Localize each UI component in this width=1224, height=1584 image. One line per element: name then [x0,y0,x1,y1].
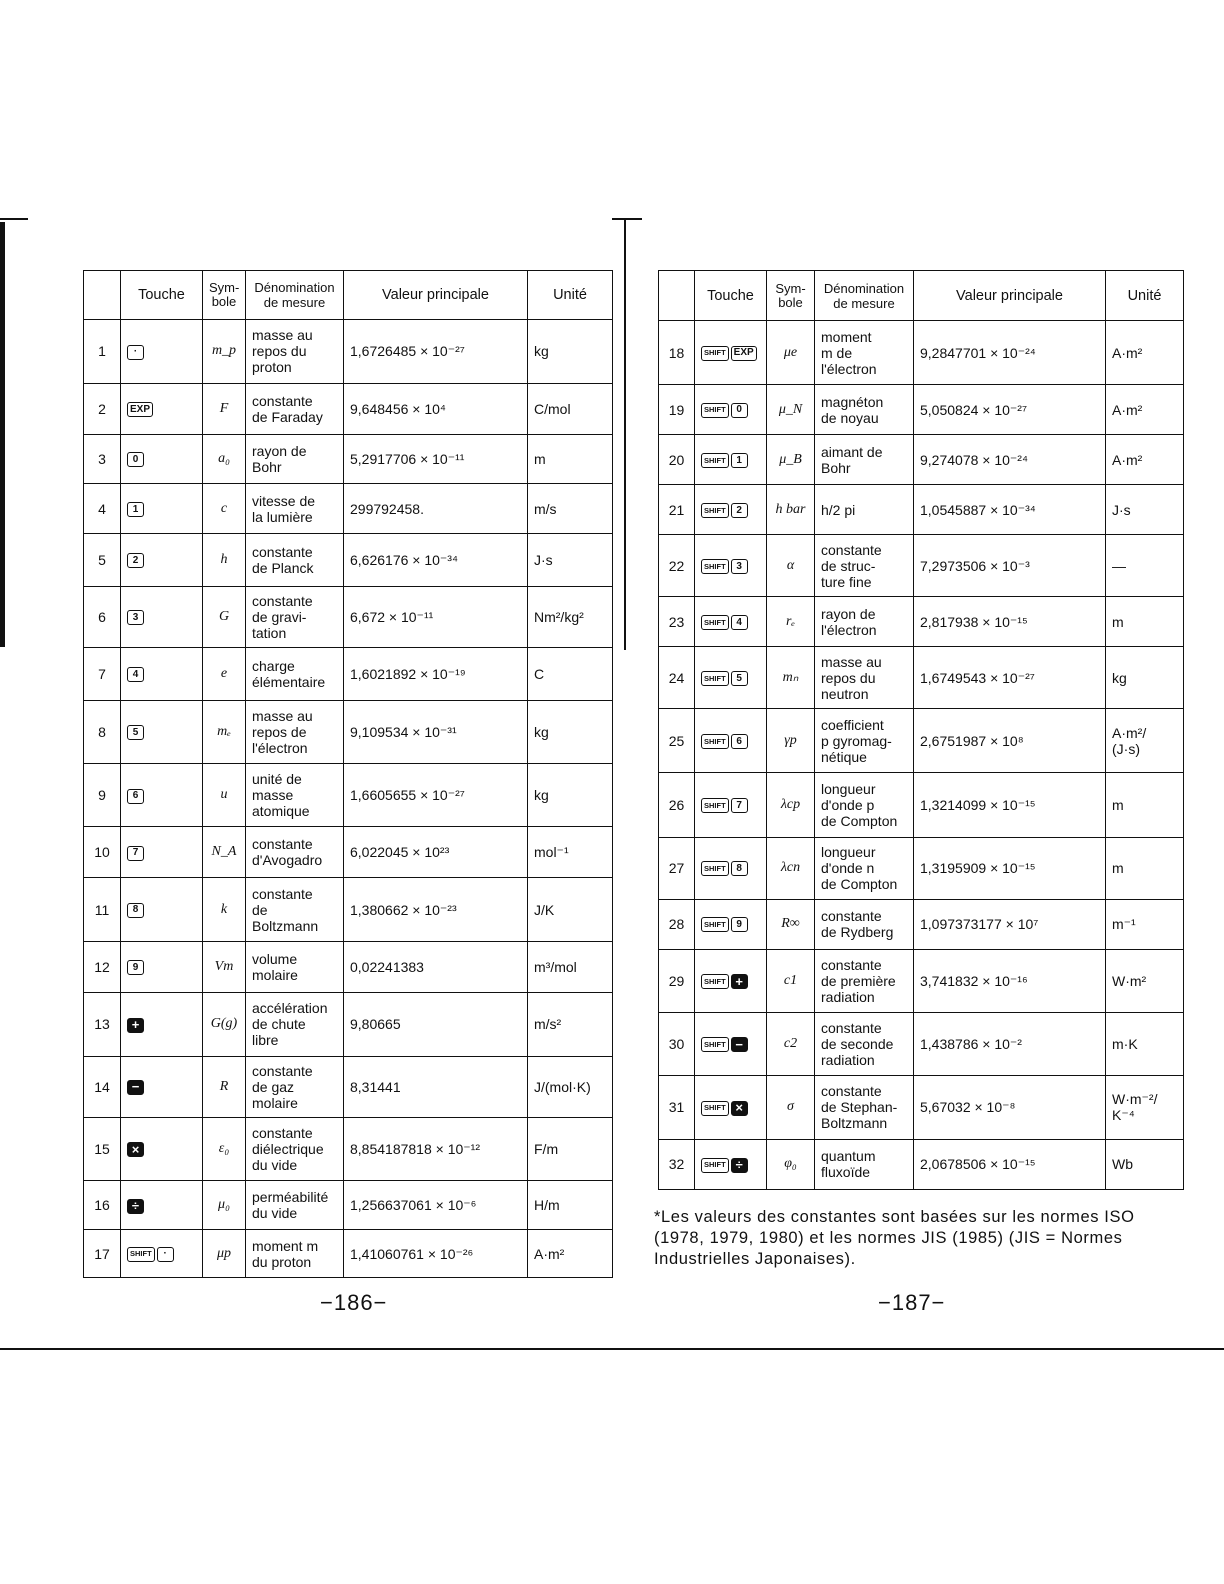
key-sequence [121,941,203,992]
principal-value: 1,3195909 × 10⁻¹⁵ [914,837,1106,899]
key-sequence [121,647,203,700]
denomination: constante de première radiation [815,949,914,1012]
header-valeur: Valeur principale [914,271,1106,321]
calculator-key-icon: 4 [731,615,748,630]
symbol: u [203,764,246,827]
key-sequence [121,992,203,1056]
principal-value: 9,80665 [344,992,528,1056]
denomination: aimant de Bohr [815,435,914,485]
row-number: 18 [659,321,695,385]
key-sequence [121,764,203,827]
unit: J·s [528,534,613,587]
unit: W·m² [1106,949,1184,1012]
principal-value: 8,31441 [344,1056,528,1117]
denomination: magnéton de noyau [815,385,914,435]
principal-value: 2,817938 × 10⁻¹⁵ [914,597,1106,647]
denomination: unité de masse atomique [246,764,344,827]
unit: W·m⁻²/ K⁻⁴ [1106,1075,1184,1139]
key-sequence [121,878,203,942]
principal-value: 1,6749543 × 10⁻²⁷ [914,647,1106,709]
principal-value: 1,6605655 × 10⁻²⁷ [344,764,528,827]
left-edge-rule [0,222,5,647]
shift-key-icon: SHIFT [701,1158,729,1173]
key-sequence [695,773,767,837]
table-row [659,321,1184,385]
table-row [84,320,613,384]
principal-value: 8,854187818 × 10⁻¹² [344,1117,528,1181]
table-row [659,899,1184,949]
unit: m [1106,773,1184,837]
header-number [659,271,695,321]
denomination: moment m du proton [246,1230,344,1278]
symbol: a₀ [203,434,246,484]
row-number: 9 [84,764,121,827]
symbol: m_p [203,320,246,384]
unit: m/s [528,484,613,534]
calculator-key-icon: + [127,1018,144,1033]
row-number: 2 [84,383,121,434]
principal-value: 5,050824 × 10⁻²⁷ [914,385,1106,435]
denomination: masse au repos du proton [246,320,344,384]
symbol: G [203,586,246,647]
calculator-key-icon: 4 [127,667,144,682]
key-sequence [695,899,767,949]
principal-value: 1,3214099 × 10⁻¹⁵ [914,773,1106,837]
key-sequence [695,949,767,1012]
shift-key-icon: SHIFT [127,1247,155,1262]
calculator-key-icon: × [731,1101,748,1116]
denomination: constante de Stephan- Boltzmann [815,1075,914,1139]
denomination: coefficient p gyromag- nétique [815,709,914,773]
unit: A·m² [1106,385,1184,435]
unit: J/K [528,878,613,942]
symbol: h bar [767,485,815,535]
table-row [659,435,1184,485]
symbol: μe [767,321,815,385]
calculator-key-icon: + [731,974,748,989]
page-number-left: −186− [320,1290,388,1315]
calculator-key-icon: · [127,345,144,360]
shift-key-icon: SHIFT [701,453,729,468]
constants-table-right [658,270,1184,1190]
symbol: c1 [767,949,815,1012]
denomination: charge élémentaire [246,647,344,700]
unit: J/(mol·K) [528,1056,613,1117]
calculator-key-icon: 9 [731,917,748,932]
symbol: α [767,535,815,597]
unit: m [1106,837,1184,899]
table-row [659,485,1184,535]
principal-value: 1,41060761 × 10⁻²⁶ [344,1230,528,1278]
denomination: constante de gaz molaire [246,1056,344,1117]
key-sequence [695,597,767,647]
calculator-key-icon: 0 [731,403,748,418]
principal-value: 9,109534 × 10⁻³¹ [344,700,528,764]
key-sequence [695,837,767,899]
symbol: μ₀ [203,1181,246,1230]
table-row [84,534,613,587]
row-number: 22 [659,535,695,597]
symbol: k [203,878,246,942]
calculator-key-icon: · [157,1247,174,1262]
row-number: 17 [84,1230,121,1278]
row-number: 16 [84,1181,121,1230]
unit: A·m² [1106,321,1184,385]
denomination: moment m de l'électron [815,321,914,385]
principal-value: 0,02241383 [344,941,528,992]
footnote: *Les valeurs des constantes sont basées sur les normes ISO (1978, 1979, 1980) et les normes JIS (1985) (JIS = Normes Industrielles Japonaises). [654,1208,1135,1268]
principal-value: 9,274078 × 10⁻²⁴ [914,435,1106,485]
table-row [659,773,1184,837]
row-number: 12 [84,941,121,992]
table-row [84,586,613,647]
unit: Wb [1106,1139,1184,1189]
row-number: 7 [84,647,121,700]
table-row [659,647,1184,709]
row-number: 5 [84,534,121,587]
denomination: masse au repos du neutron [815,647,914,709]
table-row [84,1117,613,1181]
row-number: 25 [659,709,695,773]
denomination: constante diélectrique du vide [246,1117,344,1181]
symbol: F [203,383,246,434]
row-number: 19 [659,385,695,435]
symbol: rₑ [767,597,815,647]
key-sequence [695,1139,767,1189]
denomination: constante de gravi- tation [246,586,344,647]
symbol: γp [767,709,815,773]
principal-value: 1,6021892 × 10⁻¹⁹ [344,647,528,700]
header-touche: Touche [695,271,767,321]
unit: mol⁻¹ [528,827,613,878]
bottom-scan-rule [0,1348,1224,1350]
principal-value: 6,672 × 10⁻¹¹ [344,586,528,647]
calculator-key-icon: 3 [731,559,748,574]
key-sequence [695,647,767,709]
symbol: ε₀ [203,1117,246,1181]
shift-key-icon: SHIFT [701,798,729,813]
key-sequence [121,1056,203,1117]
table-row [659,949,1184,1012]
row-number: 28 [659,899,695,949]
calculator-key-icon: × [127,1142,144,1157]
row-number: 13 [84,992,121,1056]
table-row [84,647,613,700]
key-sequence [695,1075,767,1139]
table-row [659,535,1184,597]
calculator-key-icon: 9 [127,960,144,975]
table-row [84,383,613,434]
table-row [84,992,613,1056]
table-row [659,837,1184,899]
calculator-key-icon: EXP [731,346,757,361]
principal-value: 3,741832 × 10⁻¹⁶ [914,949,1106,1012]
key-sequence [695,435,767,485]
page-number-right: −187− [878,1290,946,1315]
unit: A·m²/ (J·s) [1106,709,1184,773]
symbol: R∞ [767,899,815,949]
table-row [84,878,613,942]
shift-key-icon: SHIFT [701,615,729,630]
shift-key-icon: SHIFT [701,671,729,686]
table-row [84,1230,613,1278]
principal-value: 5,2917706 × 10⁻¹¹ [344,434,528,484]
symbol: φ₀ [767,1139,815,1189]
denomination: vitesse de la lumière [246,484,344,534]
denomination: rayon de Bohr [246,434,344,484]
row-number: 31 [659,1075,695,1139]
header-symbole: Sym- bole [203,271,246,320]
shift-key-icon: SHIFT [701,1037,729,1052]
calculator-key-icon: 1 [731,453,748,468]
denomination: masse au repos de l'électron [246,700,344,764]
symbol: c [203,484,246,534]
table-row [659,1075,1184,1139]
shift-key-icon: SHIFT [701,403,729,418]
calculator-key-icon: 6 [127,789,144,804]
denomination: quantum fluxoïde [815,1139,914,1189]
row-number: 14 [84,1056,121,1117]
principal-value: 9,2847701 × 10⁻²⁴ [914,321,1106,385]
denomination: volume molaire [246,941,344,992]
calculator-key-icon: 7 [127,846,144,861]
row-number: 11 [84,878,121,942]
unit: kg [528,764,613,827]
row-number: 20 [659,435,695,485]
calculator-key-icon: 3 [127,610,144,625]
shift-key-icon: SHIFT [701,346,729,361]
symbol: μ_N [767,385,815,435]
top-left-tick [0,218,28,220]
key-sequence [121,320,203,384]
shift-key-icon: SHIFT [701,861,729,876]
unit: kg [528,700,613,764]
table-row [659,709,1184,773]
header-denomination: Dénomination de mesure [815,271,914,321]
unit: kg [1106,647,1184,709]
unit: H/m [528,1181,613,1230]
center-gutter-rule [624,220,626,650]
key-sequence [121,383,203,434]
principal-value: 9,648456 × 10⁴ [344,383,528,434]
shift-key-icon: SHIFT [701,559,729,574]
calculator-key-icon: EXP [127,402,153,417]
key-sequence [695,535,767,597]
table-row [84,1181,613,1230]
principal-value: 1,097373177 × 10⁷ [914,899,1106,949]
key-sequence [121,484,203,534]
symbol: G(g) [203,992,246,1056]
header-valeur: Valeur principale [344,271,528,320]
table-row [659,1139,1184,1189]
row-number: 4 [84,484,121,534]
shift-key-icon: SHIFT [701,1101,729,1116]
symbol: μp [203,1230,246,1278]
key-sequence [695,321,767,385]
shift-key-icon: SHIFT [701,974,729,989]
denomination: h/2 pi [815,485,914,535]
symbol: Vm [203,941,246,992]
row-number: 30 [659,1012,695,1075]
principal-value: 2,0678506 × 10⁻¹⁵ [914,1139,1106,1189]
key-sequence [121,827,203,878]
calculator-key-icon: ÷ [127,1199,144,1214]
principal-value: 6,626176 × 10⁻³⁴ [344,534,528,587]
key-sequence [695,1012,767,1075]
calculator-key-icon: 0 [127,452,144,467]
row-number: 21 [659,485,695,535]
denomination: constante de Planck [246,534,344,587]
principal-value: 1,6726485 × 10⁻²⁷ [344,320,528,384]
calculator-key-icon: 8 [731,861,748,876]
row-number: 23 [659,597,695,647]
denomination: longueur d'onde p de Compton [815,773,914,837]
principal-value: 1,0545887 × 10⁻³⁴ [914,485,1106,535]
unit: m⁻¹ [1106,899,1184,949]
table-row [84,764,613,827]
unit: m [528,434,613,484]
principal-value: 6,022045 × 10²³ [344,827,528,878]
unit: m·K [1106,1012,1184,1075]
symbol: σ [767,1075,815,1139]
table-body-right [659,321,1184,1190]
symbol: μ_B [767,435,815,485]
row-number: 24 [659,647,695,709]
principal-value: 299792458. [344,484,528,534]
table-body-left [84,320,613,1278]
header-unite: Unité [528,271,613,320]
table-row [84,1056,613,1117]
table-row [659,385,1184,435]
row-number: 8 [84,700,121,764]
key-sequence [695,385,767,435]
principal-value: 5,67032 × 10⁻⁸ [914,1075,1106,1139]
shift-key-icon: SHIFT [701,503,729,518]
principal-value: 1,380662 × 10⁻²³ [344,878,528,942]
denomination: constante de seconde radiation [815,1012,914,1075]
table-header-row [659,271,1184,321]
header-symbole: Sym- bole [767,271,815,321]
unit: m³/mol [528,941,613,992]
unit: kg [528,320,613,384]
shift-key-icon: SHIFT [701,917,729,932]
constants-table-left [83,270,613,1278]
table-header-row [84,271,613,320]
calculator-key-icon: 8 [127,903,144,918]
row-number: 1 [84,320,121,384]
denomination: perméabilité du vide [246,1181,344,1230]
row-number: 32 [659,1139,695,1189]
shift-key-icon: SHIFT [701,734,729,749]
symbol: λcn [767,837,815,899]
unit: A·m² [528,1230,613,1278]
table-row [84,700,613,764]
symbol: λcp [767,773,815,837]
table-row [84,941,613,992]
denomination: constante de Faraday [246,383,344,434]
row-number: 26 [659,773,695,837]
table-row [84,484,613,534]
table-row [84,827,613,878]
row-number: 15 [84,1117,121,1181]
header-number [84,271,121,320]
denomination: constante d'Avogadro [246,827,344,878]
unit: Nm²/kg² [528,586,613,647]
row-number: 29 [659,949,695,1012]
key-sequence [121,434,203,484]
unit: m/s² [528,992,613,1056]
row-number: 3 [84,434,121,484]
symbol: R [203,1056,246,1117]
symbol: N_A [203,827,246,878]
calculator-key-icon: 5 [731,671,748,686]
denomination: constante de Boltzmann [246,878,344,942]
row-number: 6 [84,586,121,647]
row-number: 10 [84,827,121,878]
principal-value: 7,2973506 × 10⁻³ [914,535,1106,597]
calculator-key-icon: 6 [731,734,748,749]
table-row [659,597,1184,647]
denomination: constante de Rydberg [815,899,914,949]
denomination: longueur d'onde n de Compton [815,837,914,899]
table-row [659,1012,1184,1075]
row-number: 27 [659,837,695,899]
denomination: accélération de chute libre [246,992,344,1056]
table-row [84,434,613,484]
header-touche: Touche [121,271,203,320]
symbol: c2 [767,1012,815,1075]
principal-value: 1,256637061 × 10⁻⁶ [344,1181,528,1230]
unit: — [1106,535,1184,597]
top-center-tick [612,218,642,220]
principal-value: 1,438786 × 10⁻² [914,1012,1106,1075]
denomination: rayon de l'électron [815,597,914,647]
calculator-key-icon: − [731,1037,748,1052]
calculator-key-icon: 5 [127,725,144,740]
key-sequence [121,1117,203,1181]
unit: C [528,647,613,700]
key-sequence [121,1230,203,1278]
symbol: mₑ [203,700,246,764]
key-sequence [121,700,203,764]
calculator-key-icon: 2 [731,503,748,518]
key-sequence [695,485,767,535]
key-sequence [121,534,203,587]
calculator-key-icon: 7 [731,798,748,813]
unit: J·s [1106,485,1184,535]
key-sequence [121,586,203,647]
calculator-key-icon: 1 [127,502,144,517]
calculator-key-icon: ÷ [731,1158,748,1173]
unit: F/m [528,1117,613,1181]
unit: m [1106,597,1184,647]
key-sequence [121,1181,203,1230]
header-unite: Unité [1106,271,1184,321]
unit: A·m² [1106,435,1184,485]
key-sequence [695,709,767,773]
calculator-key-icon: − [127,1080,144,1095]
header-denomination: Dénomination de mesure [246,271,344,320]
principal-value: 2,6751987 × 10⁸ [914,709,1106,773]
symbol: mₙ [767,647,815,709]
unit: C/mol [528,383,613,434]
calculator-key-icon: 2 [127,553,144,568]
symbol: e [203,647,246,700]
denomination: constante de struc- ture fine [815,535,914,597]
symbol: h [203,534,246,587]
